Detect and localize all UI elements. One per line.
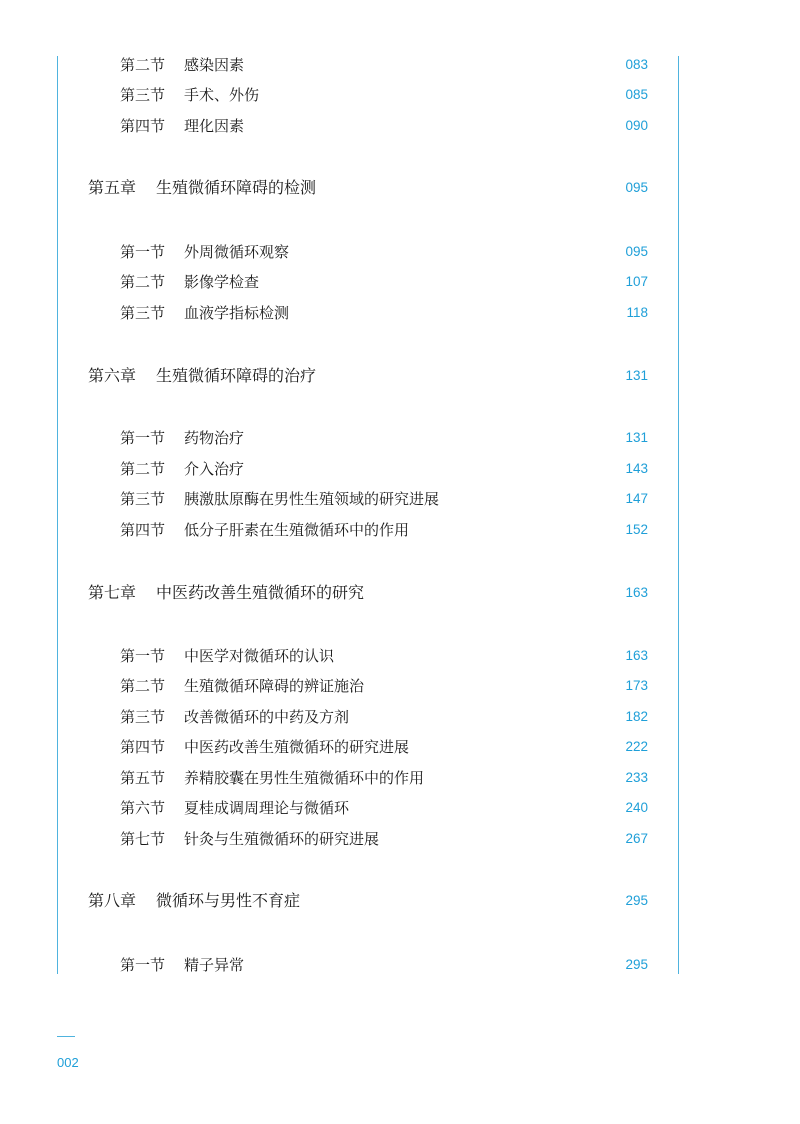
toc-section-entry[interactable] (0, 426, 800, 450)
section-title: 介入治疗 (184, 460, 245, 478)
toc-chapter-entry[interactable] (0, 176, 800, 200)
section-number: 第五节 (120, 769, 166, 787)
toc-section-entry[interactable] (0, 796, 800, 820)
section-title: 改善微循环的中药及方剂 (184, 708, 350, 726)
section-number: 第四节 (120, 521, 166, 539)
section-number: 第三节 (120, 708, 166, 726)
page-number: 131 (625, 430, 648, 445)
folio-page-number: 002 (57, 1055, 79, 1070)
footer-rule (57, 1036, 75, 1037)
section-title: 理化因素 (184, 117, 245, 135)
toc-chapter-entry[interactable] (0, 581, 800, 605)
chapter-number: 第六章 (88, 366, 137, 385)
chapter-number: 第五章 (88, 178, 137, 197)
page-number: 163 (625, 648, 648, 663)
toc-section-entry[interactable] (0, 735, 800, 759)
toc-section-entry[interactable] (0, 83, 800, 107)
page-number: 295 (625, 893, 648, 908)
page-number: 143 (625, 461, 648, 476)
section-title: 精子异常 (184, 956, 245, 974)
toc-section-entry[interactable] (0, 457, 800, 481)
chapter-number: 第七章 (88, 583, 137, 602)
section-number: 第四节 (120, 117, 166, 135)
toc-section-entry[interactable] (0, 53, 800, 77)
section-title: 夏桂成调周理论与微循环 (184, 799, 350, 817)
toc-section-entry[interactable] (0, 518, 800, 542)
page-number: 173 (625, 678, 648, 693)
chapter-title: 中医药改善生殖微循环的研究 (156, 583, 365, 602)
section-number: 第二节 (120, 677, 166, 695)
section-number: 第一节 (120, 956, 166, 974)
section-title: 中医学对微循环的认识 (184, 647, 335, 665)
section-number: 第七节 (120, 830, 166, 848)
toc-section-entry[interactable] (0, 487, 800, 511)
section-number: 第一节 (120, 243, 166, 261)
chapter-number: 第八章 (88, 891, 137, 910)
toc-section-entry[interactable] (0, 301, 800, 325)
section-number: 第六节 (120, 799, 166, 817)
section-title: 胰激肽原酶在男性生殖领域的研究进展 (184, 490, 440, 508)
chapter-title: 微循环与男性不育症 (156, 891, 301, 910)
page-number: 182 (625, 709, 648, 724)
section-title: 手术、外伤 (184, 86, 260, 104)
toc-section-entry[interactable] (0, 705, 800, 729)
section-number: 第三节 (120, 86, 166, 104)
section-number: 第一节 (120, 429, 166, 447)
page-number: 233 (625, 770, 648, 785)
toc-section-entry[interactable] (0, 270, 800, 294)
page-number: 222 (625, 739, 648, 754)
section-number: 第三节 (120, 304, 166, 322)
page-number: 085 (625, 87, 648, 102)
toc-section-entry[interactable] (0, 240, 800, 264)
chapter-title: 生殖微循环障碍的检测 (156, 178, 317, 197)
page-number: 107 (625, 274, 648, 289)
section-title: 养精胶囊在男性生殖微循环中的作用 (184, 769, 425, 787)
page-number: 090 (625, 118, 648, 133)
section-title: 生殖微循环障碍的辨证施治 (184, 677, 365, 695)
page-number: 118 (626, 305, 648, 320)
page-number: 095 (625, 180, 648, 195)
page-number: 095 (625, 244, 648, 259)
toc-section-entry[interactable] (0, 114, 800, 138)
page-number: 147 (625, 491, 648, 506)
page-number: 152 (625, 522, 648, 537)
page-number: 083 (625, 57, 648, 72)
section-title: 低分子肝素在生殖微循环中的作用 (184, 521, 410, 539)
section-title: 影像学检查 (184, 273, 260, 291)
page-number: 131 (625, 368, 648, 383)
page-number: 267 (625, 831, 648, 846)
section-title: 中医药改善生殖微循环的研究进展 (184, 738, 410, 756)
section-title: 针灸与生殖微循环的研究进展 (184, 830, 380, 848)
toc-chapter-entry[interactable] (0, 364, 800, 388)
page-number: 163 (625, 585, 648, 600)
toc-section-entry[interactable] (0, 827, 800, 851)
section-number: 第三节 (120, 490, 166, 508)
toc-chapter-entry[interactable] (0, 889, 800, 913)
section-number: 第二节 (120, 56, 166, 74)
section-number: 第一节 (120, 647, 166, 665)
section-title: 药物治疗 (184, 429, 245, 447)
toc-section-entry[interactable] (0, 953, 800, 977)
page-number: 240 (625, 800, 648, 815)
section-number: 第四节 (120, 738, 166, 756)
page-number: 295 (625, 957, 648, 972)
section-number: 第二节 (120, 460, 166, 478)
toc-section-entry[interactable] (0, 644, 800, 668)
section-title: 血液学指标检测 (184, 304, 290, 322)
toc-section-entry[interactable] (0, 766, 800, 790)
chapter-title: 生殖微循环障碍的治疗 (156, 366, 317, 385)
toc-section-entry[interactable] (0, 674, 800, 698)
section-title: 感染因素 (184, 56, 245, 74)
section-number: 第二节 (120, 273, 166, 291)
section-title: 外周微循环观察 (184, 243, 290, 261)
